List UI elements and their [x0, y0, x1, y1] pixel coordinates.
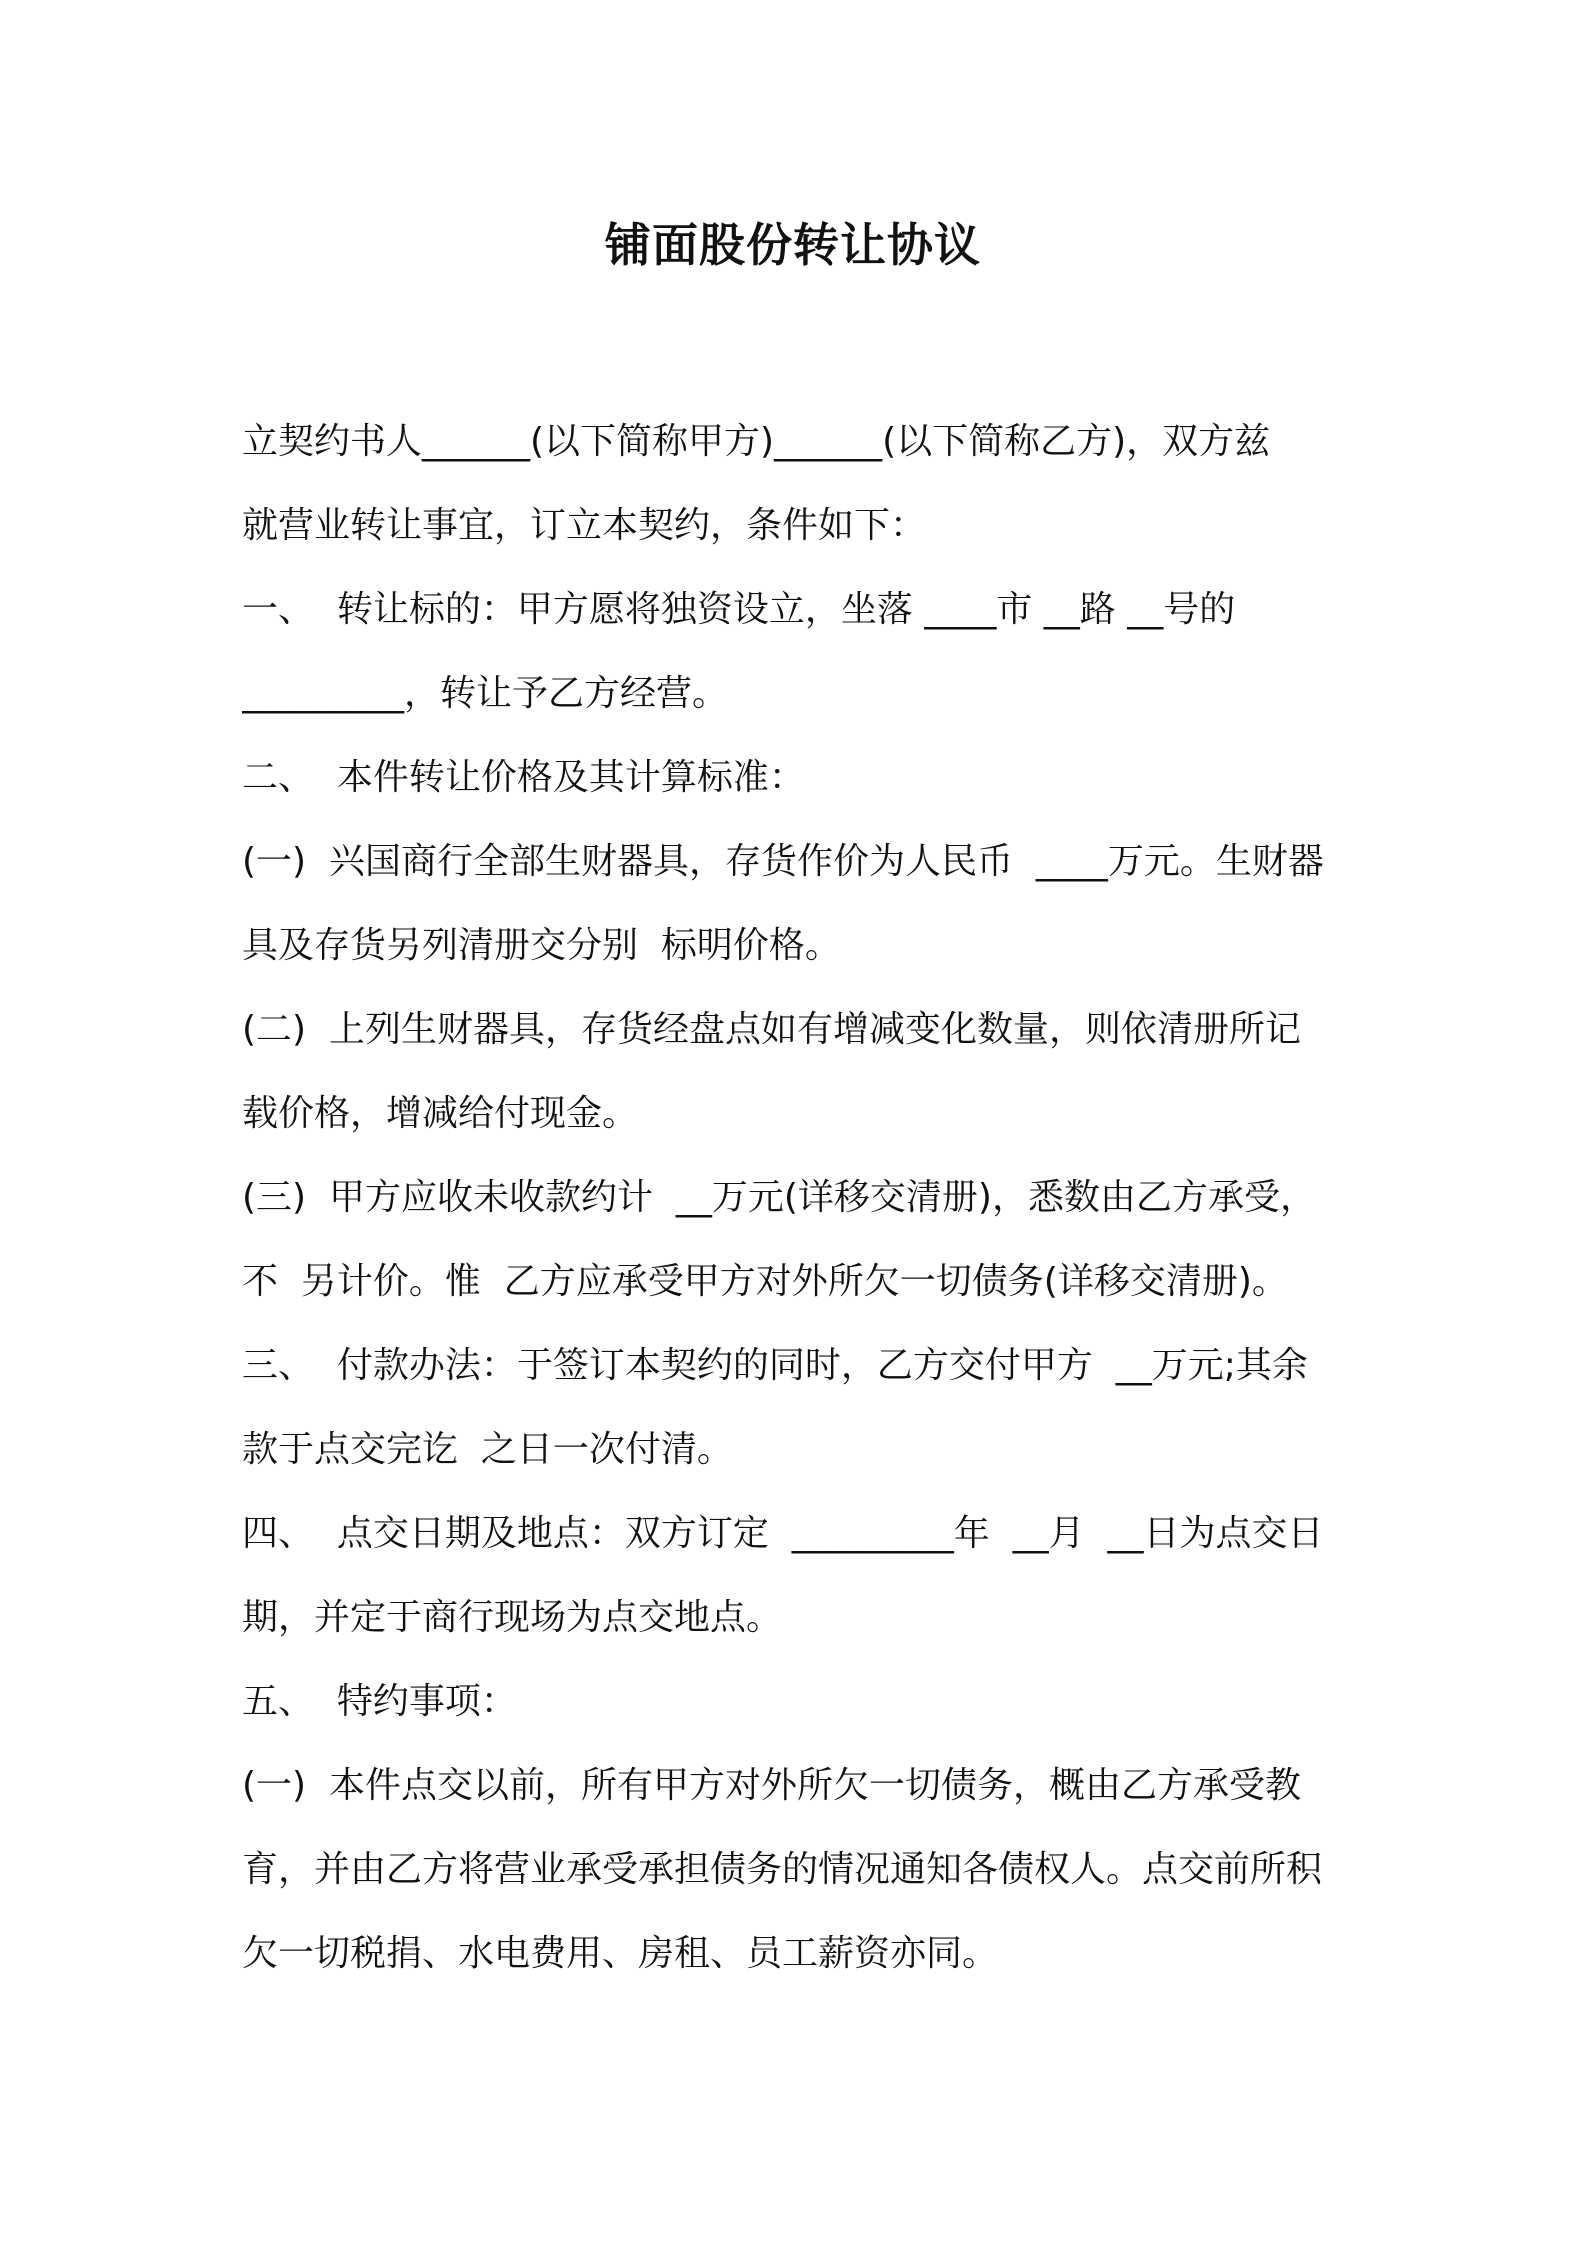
- clause-heading: 四、 点交日期及地点：双方订定 _________年 __月 __日为点交日: [242, 1513, 1324, 1554]
- body-line: 育，并由乙方将营业承受承担债务的情况通知各债权人。点交前所积: [242, 1849, 1323, 1890]
- body-line: 就营业转让事宜，订立本契约，条件如下：: [242, 505, 927, 546]
- sub-clause: (二) 上列生财器具，存货经盘点如有增减变化数量，则依清册所记: [242, 1009, 1301, 1050]
- clause-heading: 二、 本件转让价格及其计算标准：: [242, 757, 805, 798]
- body-line: 期，并定于商行现场为点交地点。: [242, 1597, 783, 1638]
- clause-heading: 五、 特约事项：: [242, 1681, 517, 1722]
- document-title: 铺面股份转让协议: [605, 218, 981, 272]
- sub-clause: (一) 本件点交以前，所有甲方对外所欠一切债务，概由乙方承受教: [242, 1765, 1301, 1806]
- body-line: 具及存货另列清册交分别 标明价格。: [242, 925, 841, 966]
- sub-clause: (三) 甲方应收未收款约计 __万元(详移交清册)，悉数由乙方承受，: [242, 1177, 1316, 1218]
- clause-heading: 三、 付款办法：于签订本契约的同时，乙方交付甲方 __万元;其余: [242, 1345, 1308, 1386]
- body-line: _________，转让予乙方经营。: [242, 673, 729, 714]
- body-line: 立契约书人______(以下简称甲方)______(以下简称乙方)，双方兹: [242, 421, 1271, 462]
- body-line: 载价格，增减给付现金。: [242, 1093, 639, 1134]
- body-line: 款于点交完讫 之日一次付清。: [242, 1429, 733, 1470]
- body-line: 不 另计价。惟 乙方应承受甲方对外所欠一切债务(详移交清册)。: [242, 1261, 1288, 1302]
- clause-heading: 一、 转让标的：甲方愿将独资设立，坐落 ____市 __路 __号的: [242, 589, 1236, 630]
- sub-clause: (一) 兴国商行全部生财器具，存货作价为人民币 ____万元。生财器: [242, 841, 1324, 882]
- document-body: [242, 400, 1352, 1996]
- body-line: 欠一切税捐、水电费用、房租、员工薪资亦同。: [242, 1933, 999, 1974]
